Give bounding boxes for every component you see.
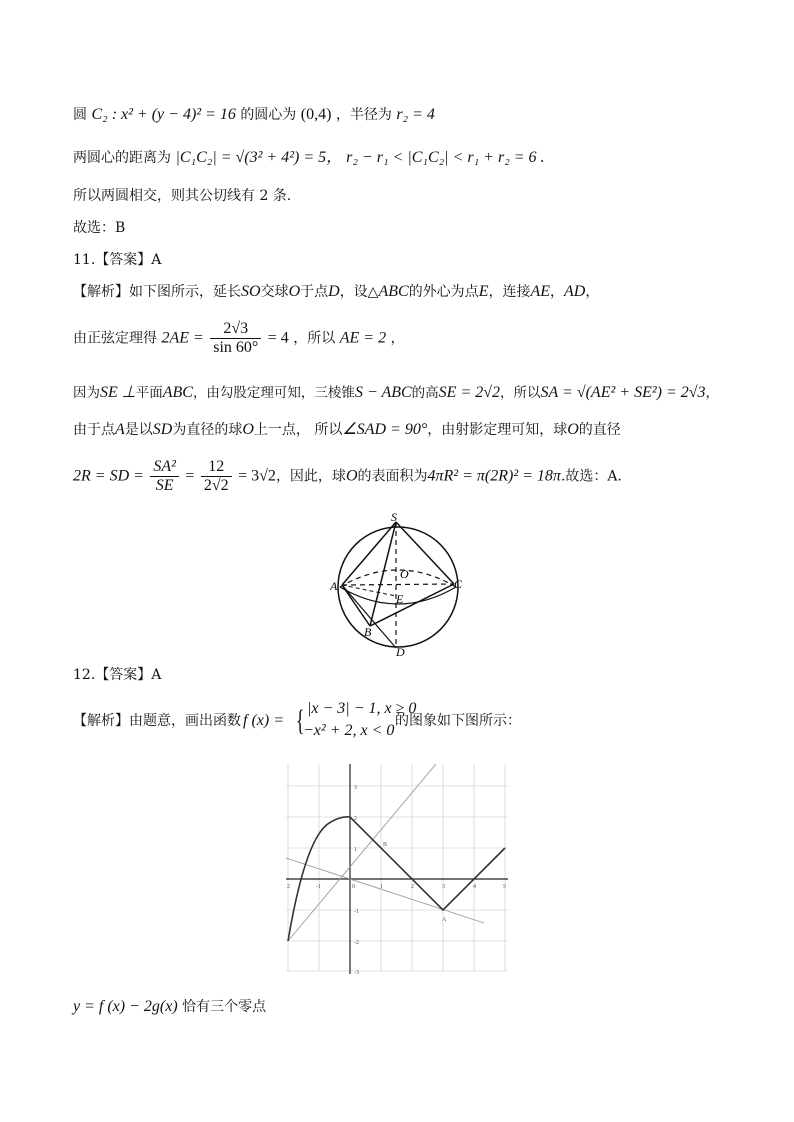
edge-AC	[342, 584, 454, 585]
formula: |C₁C₂| = √(3² + 4²) = 5， r₂ − r₁ < |C₁C₂| < r₁ + r₂ = 6 .	[175, 149, 545, 166]
sphere-figure	[330, 508, 470, 658]
text: 的圆心为	[240, 107, 297, 123]
formula: =	[185, 467, 195, 485]
text: 的高	[411, 385, 439, 401]
formula: SE ⊥	[100, 384, 136, 401]
text: 交球	[260, 284, 289, 300]
formula: A	[115, 421, 125, 438]
fraction	[210, 320, 261, 357]
svg-text:-1: -1	[316, 884, 321, 890]
label-D: D	[396, 645, 405, 658]
text-line-9	[73, 420, 621, 440]
label-S: S	[391, 510, 397, 524]
text-line-13	[73, 997, 266, 1017]
text-line-10	[73, 458, 622, 495]
formula: 4πR² = π(2R)² = 18π	[427, 467, 561, 485]
denominator: SE	[155, 477, 174, 494]
formula: E	[478, 283, 489, 300]
svg-text:2: 2	[354, 816, 357, 822]
answer-12: 12.【答案】A	[73, 667, 162, 683]
text: 【解析】如下图所示，延长	[73, 284, 241, 300]
formula: ABC	[378, 283, 409, 300]
formula: AE	[530, 283, 551, 300]
label-C: C	[454, 577, 463, 591]
svg-text:1: 1	[380, 884, 383, 890]
text-line-3: 所以两圆相交，则其公切线有 2 条.	[73, 188, 292, 204]
text: 由正弦定理得	[73, 330, 157, 347]
denominator: 2√2	[203, 477, 229, 494]
text: 平面	[135, 385, 163, 401]
point-label-B: B	[383, 842, 388, 848]
text: 恰有三个零点	[182, 999, 267, 1015]
text: ，连接	[488, 284, 531, 300]
formula: ∠SAD = 90°	[342, 421, 428, 438]
formula: (0,4)	[300, 106, 332, 123]
numerator: SA²	[150, 458, 179, 477]
label-A: A	[330, 579, 338, 593]
numerator: 12	[201, 458, 232, 477]
text-line-2	[73, 148, 545, 168]
formula: = 4	[267, 329, 289, 347]
edge-BC	[370, 584, 454, 626]
formula: f (x) =	[243, 712, 284, 729]
formula: C₂ : x² + (y − 4)² = 16	[91, 106, 236, 123]
formula: AD	[564, 283, 586, 300]
formula: SO	[241, 283, 261, 300]
text-line-6	[73, 282, 599, 302]
text: ，所以	[500, 385, 541, 401]
point-label-A: A	[442, 917, 447, 923]
text-line-8	[73, 383, 719, 403]
formula: 2AE =	[161, 329, 204, 347]
edge-AB	[342, 585, 370, 626]
formula: D	[328, 283, 340, 300]
svg-text:1: 1	[354, 847, 357, 853]
formula: SA = √(AE² + SE²) = 2√3	[540, 384, 706, 401]
text: 的图象如下图所示：	[395, 713, 521, 729]
numerator: 2√3	[210, 320, 261, 339]
formula: ABC	[162, 384, 193, 401]
svg-text:5: 5	[503, 884, 506, 890]
fraction	[150, 458, 179, 495]
text: ，所以	[293, 330, 336, 347]
text: 两圆心的距离为	[73, 150, 171, 166]
label-B: B	[364, 625, 372, 639]
svg-text:0: 0	[352, 884, 355, 890]
text: 于点	[300, 284, 329, 300]
label-O: O	[400, 567, 409, 581]
svg-text:-2: -2	[354, 940, 359, 946]
grid	[286, 764, 508, 971]
tangent-line	[286, 858, 484, 923]
text: ，因此，球	[275, 468, 346, 485]
brace: {	[295, 704, 305, 737]
denominator: sin 60°	[213, 339, 259, 356]
text: ，由勾股定理可知，三棱锥	[192, 385, 355, 401]
fraction	[201, 458, 232, 495]
sphere-outline	[338, 527, 458, 647]
formula: S − ABC	[354, 384, 412, 401]
text: 【解析】由题意，画出函数	[73, 713, 241, 729]
svg-text:2: 2	[411, 884, 414, 890]
text: ，	[585, 284, 600, 300]
x-tick-labels	[287, 884, 506, 890]
text: ，半径为	[335, 107, 392, 123]
text: ，	[390, 330, 405, 347]
text: 的外心为点	[408, 284, 479, 300]
text-line-4: 故选：B	[73, 220, 126, 236]
text: .故选：A.	[560, 468, 622, 485]
text: ，	[705, 385, 720, 401]
text: 的表面积为	[357, 468, 428, 485]
formula: 2R = SD =	[73, 467, 144, 485]
formula: O	[345, 467, 358, 485]
svg-text:-1: -1	[354, 909, 359, 915]
formula: SE = 2√2	[438, 384, 501, 401]
formula: y = f (x) − 2g(x)	[73, 998, 178, 1015]
text: ，设△	[339, 284, 379, 300]
case-2: −x² + 2, x < 0	[303, 722, 395, 739]
text: ，由射影定理可知，球	[427, 422, 568, 438]
svg-text:4: 4	[473, 884, 476, 890]
function-graph	[286, 764, 510, 974]
case-1: |x − 3| − 1, x ≥ 0	[307, 700, 417, 717]
text: 由于点	[73, 422, 115, 438]
formula: = 3√2	[238, 467, 276, 485]
text: ，	[550, 284, 565, 300]
formula: O	[567, 421, 579, 438]
answer-11: 11.【答案】A	[73, 252, 162, 268]
formula: r₂ = 4	[396, 106, 435, 123]
svg-text:-3: -3	[354, 970, 359, 974]
label-E: E	[396, 592, 404, 606]
formula: SD	[152, 421, 173, 438]
text-line-1	[73, 105, 435, 125]
svg-text:3: 3	[442, 884, 445, 890]
text: 的直径	[578, 422, 621, 438]
text: 因为	[73, 385, 100, 401]
text: 是以	[124, 422, 153, 438]
formula: AE = 2	[339, 329, 387, 347]
svg-text:2: 2	[287, 884, 290, 890]
formula: O	[288, 283, 301, 300]
text-line-7	[73, 320, 405, 357]
text: 圆	[73, 107, 87, 123]
text: 上一点， 所以	[253, 422, 343, 438]
svg-text:3: 3	[354, 785, 357, 791]
text: 为直径的球	[172, 422, 243, 438]
formula: O	[242, 421, 254, 438]
